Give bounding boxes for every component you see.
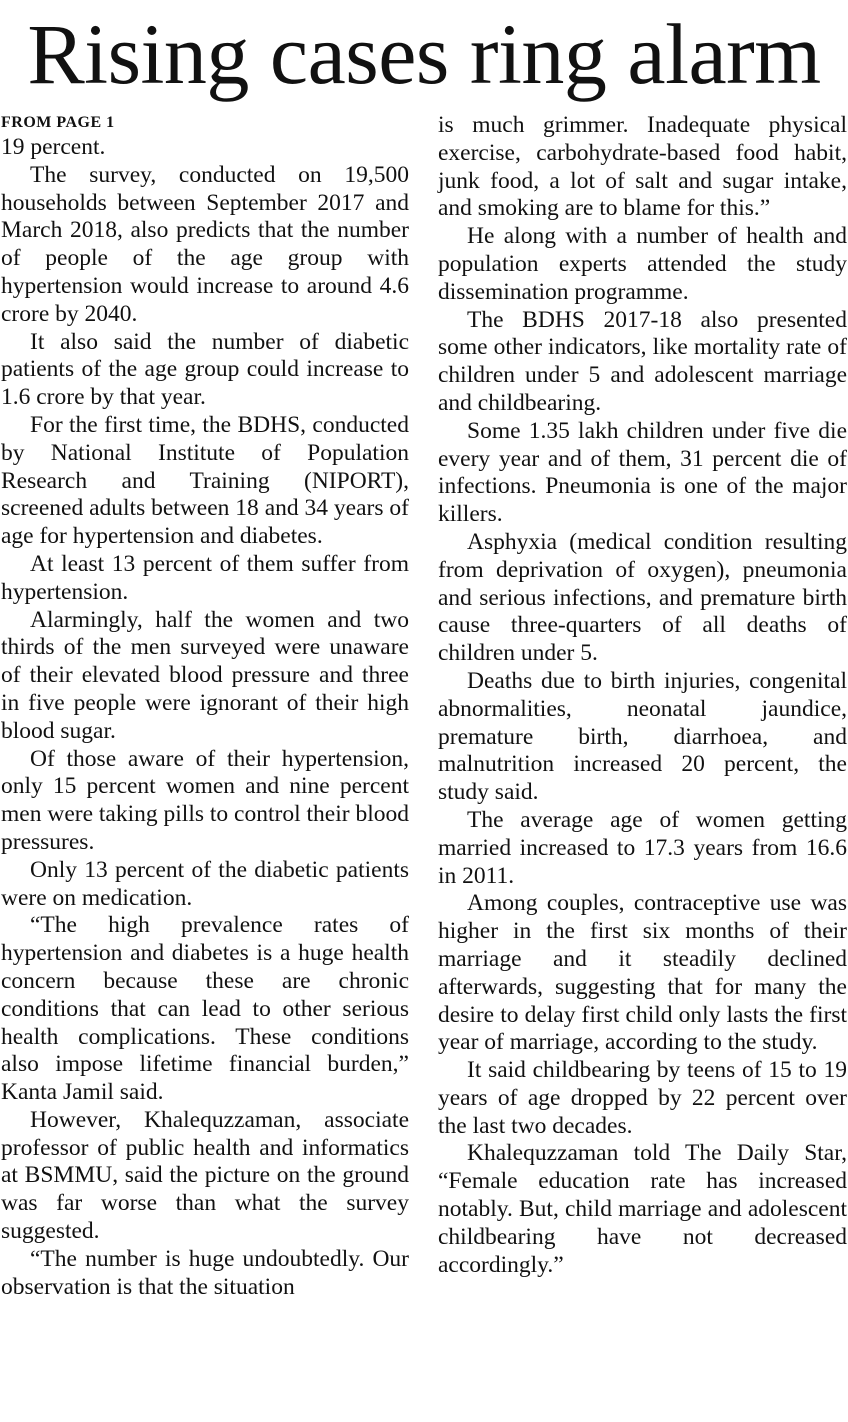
- paragraph: He along with a number of health and population experts attended the study dissemination programme.: [438, 223, 847, 305]
- article-column-left: [1, 112, 409, 1301]
- paragraph: However, Khalequzzaman, associate professor of public health and informatics at BSMMU, said the picture on the ground was far worse than what the survey suggested.: [1, 1106, 409, 1245]
- paragraph: Some 1.35 lakh children under five die every year and of them, 31 percent die of infections. Pneumonia is one of the major killers.: [438, 417, 847, 528]
- paragraph: The BDHS 2017-18 also presented some other indicators, like mortality rate of children under 5 and adolescent marriage and childbearing.: [438, 306, 847, 416]
- jump-label: FROM PAGE 1: [1, 114, 115, 131]
- paragraph: “The number is huge undoubtedly. Our observation is that the situation: [1, 1245, 409, 1300]
- paragraph: “The high prevalence rates of hypertension and diabetes is a huge health concern because these are chronic conditions that can lead to other serious health complications. These conditions also impose lifetime financial burden,” Kanta Jamil said.: [1, 912, 409, 1106]
- paragraph: 19 percent.: [1, 134, 106, 160]
- paragraph: Only 13 percent of the diabetic patients were on medication.: [1, 856, 409, 911]
- paragraph: Deaths due to birth injuries, congenital abnormalities, neonatal jaundice, premature birth, diarrhoea, and malnutrition increased 20 percent, the study said.: [438, 667, 847, 806]
- paragraph: The average age of women getting married increased to 17.3 years from 16.6 in 2011.: [438, 806, 847, 889]
- paragraph: Khalequzzaman told The Daily Star, “Female education rate has increased notably. But, child marriage and adolescent childbearing have not decreased accordingly.”: [438, 1140, 847, 1278]
- paragraph: Of those aware of their hypertension, only 15 percent women and nine percent men were taking pills to control their blood pressures.: [1, 745, 409, 855]
- headline: Rising cases ring alarm: [27, 6, 821, 102]
- paragraph: is much grimmer. Inadequate physical exercise, carbohydrate-based food habit, junk food, a lot of salt and sugar intake, and smoking are to blame for this.”: [438, 112, 847, 222]
- paragraph: Alarmingly, half the women and two thirds of the men surveyed were unaware of their elevated blood pressure and three in five people were ignorant of their high blood sugar.: [1, 606, 409, 744]
- paragraph: Asphyxia (medical condition resulting from deprivation of oxygen), pneumonia and serious infections, and premature birth cause three-quarters of all deaths of children under 5.: [438, 528, 847, 667]
- paragraph: It also said the number of diabetic patients of the age group could increase to 1.6 crore by that year.: [1, 328, 409, 411]
- paragraph: It said childbearing by teens of 15 to 19 years of age dropped by 22 percent over the last two decades.: [438, 1057, 847, 1139]
- paragraph: At least 13 percent of them suffer from hypertension.: [1, 550, 409, 605]
- paragraph: The survey, conducted on 19,500 households between September 2017 and March 2018, also predicts that the number of people of the age group with hypertension would increase to around 4.6 crore by 2040.: [1, 161, 409, 327]
- paragraph: Among couples, contraceptive use was higher in the first six months of their marriage and it steadily declined afterwards, suggesting that for many the desire to delay first child only lasts the first year of marriage, according to the study.: [438, 890, 847, 1056]
- paragraph: For the first time, the BDHS, conducted by National Institute of Population Research and Training (NIPORT), screened adults between 18 and 34 years of age for hypertension and diabetes.: [1, 411, 409, 550]
- article-column-right: [438, 112, 847, 1279]
